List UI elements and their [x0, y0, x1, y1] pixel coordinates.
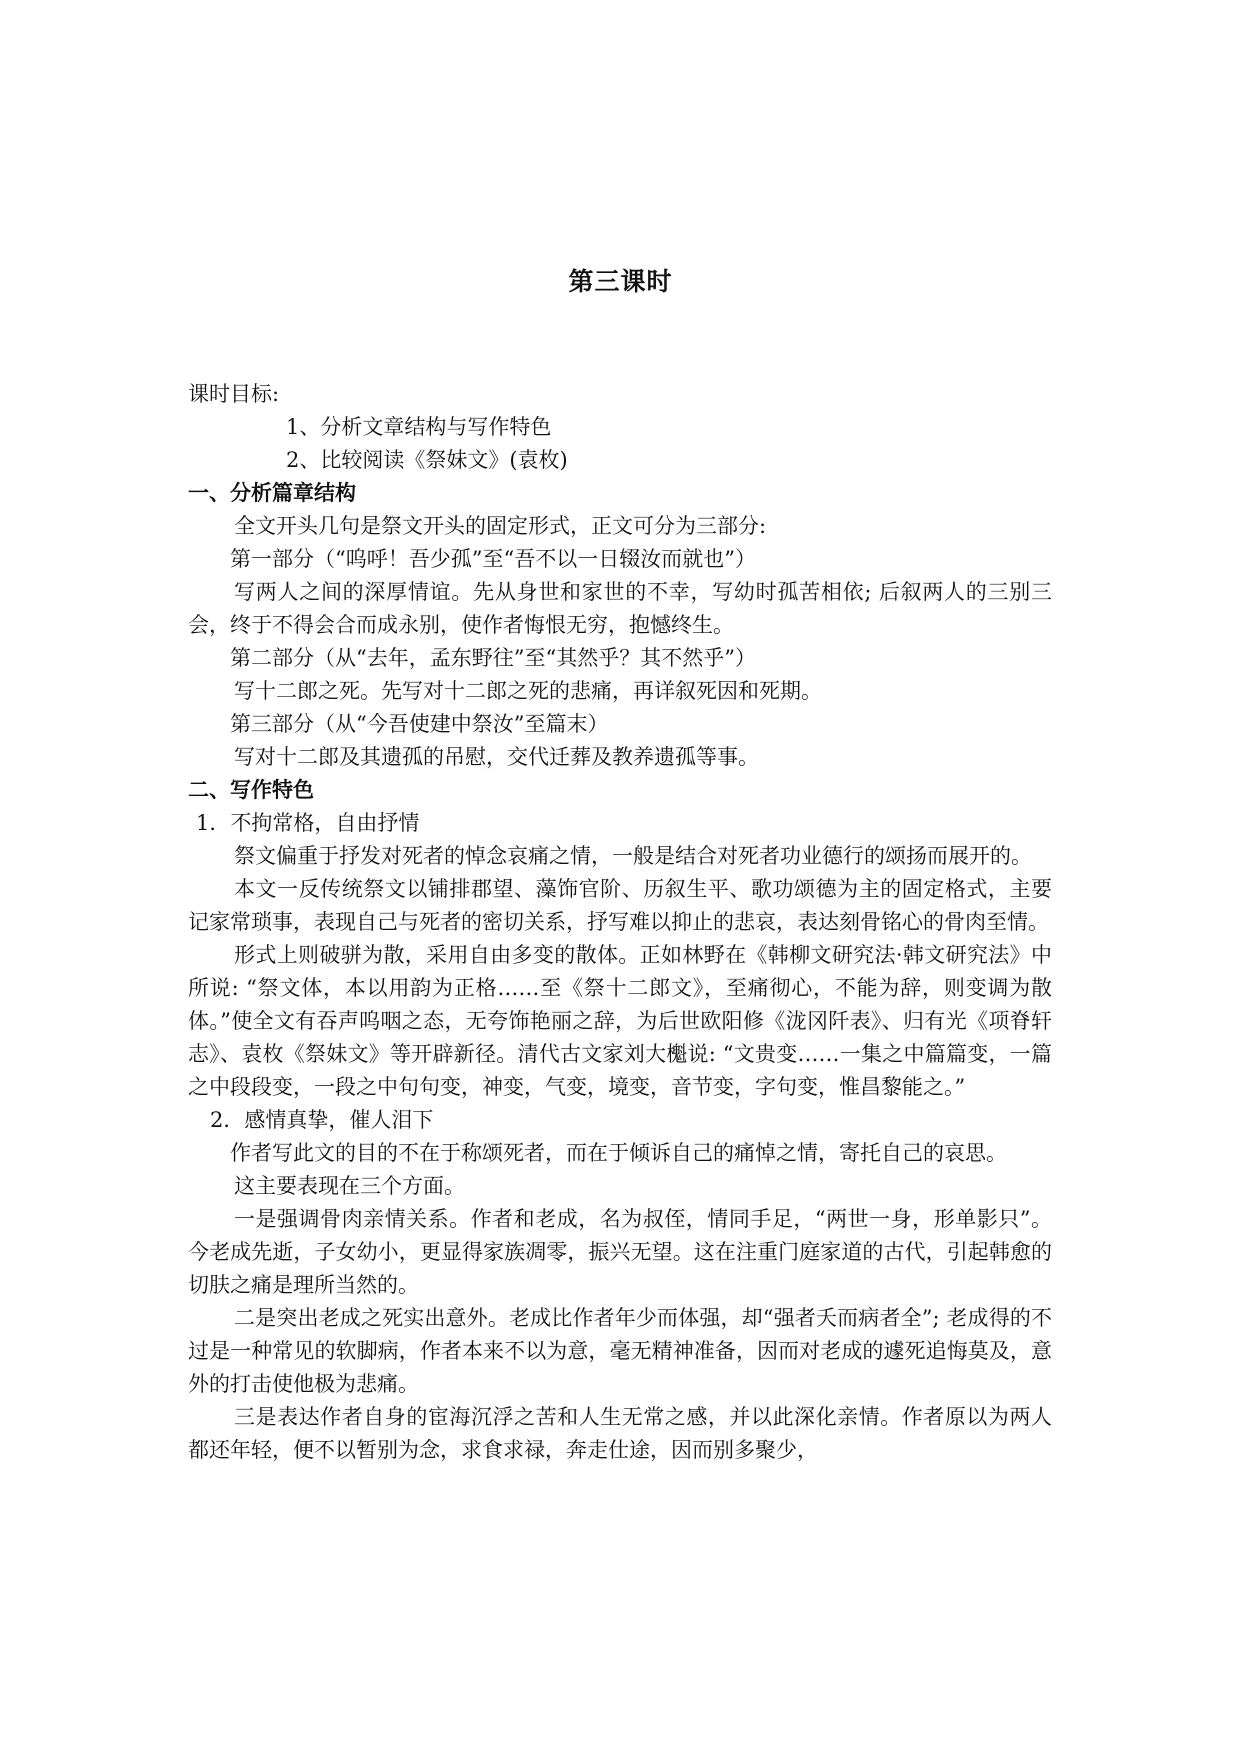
feature2-paragraph-5: 三是表达作者自身的宦海沉浮之苦和人生无常之感，并以此深化亲情。作者原以为两人都还年轻，便不以暂别为念，求食求禄，奔走仕途，因而别多聚少，	[188, 1405, 1052, 1462]
part1-text: 写两人之间的深厚情谊。先从身世和家世的不幸，写幼时孤苦相依; 后叙两人的三别三会，终于不得会合而成永别，使作者悔恨无穷，抱憾终生。	[188, 580, 1052, 637]
feature1-title: 1．不拘常格，自由抒情	[196, 811, 420, 835]
goal-item-1: 1、分析文章结构与写作特色	[286, 415, 552, 439]
goals-label: 课时目标:	[188, 382, 280, 406]
feature1-paragraph-3: 形式上则破骈为散，采用自由多变的散体。正如林野在《韩柳文研究法·韩文研究法》中所说: “祭文体，本以用韵为正格……至《祭十二郎文》，至痛彻心，不能为辞，则变调为散体。”使全文有吞声呜咽之态，无夸饰艳丽之辞，为后世欧阳修《泷冈阡表》、归有光《项脊轩志》、袁枚《祭妹文》等开辟新径。清代古文家刘大櫆说: “文贵变……一集之中篇篇变，一篇之中段段变，一段之中句句变，神变，气变，境变，音节变，字句变，惟昌黎能之。”	[188, 943, 1052, 1099]
structure-intro: 全文开头几句是祭文开头的固定形式，正文可分为三部分:	[234, 514, 767, 538]
section-heading-features: 二、写作特色	[188, 778, 314, 802]
part2-title: 第二部分（从“去年，孟东野往”至“其然乎？其不然乎”）	[230, 646, 756, 670]
feature1-paragraph-1: 祭文偏重于抒发对死者的悼念哀痛之情，一般是结合对死者功业德行的颂扬而展开的。	[234, 844, 1032, 868]
document-body	[188, 378, 1052, 1467]
feature1-paragraph-2: 本文一反传统祭文以铺排郡望、藻饰官阶、历叙生平、歌功颂德为主的固定格式，主要记家常琐事，表现自己与死者的密切关系，抒写难以抑止的悲哀，表达刻骨铭心的骨肉至情。	[188, 877, 1052, 934]
feature2-paragraph-4: 二是突出老成之死实出意外。老成比作者年少而体强，却“强者夭而病者全”; 老成得的不过是一种常见的软脚病，作者本来不以为意，毫无精神准备，因而对老成的遽死追悔莫及，意外的打击使他极为悲痛。	[188, 1306, 1052, 1396]
part3-title: 第三部分（从“今吾使建中祭汝”至篇末）	[230, 712, 609, 736]
feature2-title: 2．感情真挚，催人泪下	[210, 1108, 434, 1132]
feature2-paragraph-3: 一是强调骨肉亲情关系。作者和老成，名为叔侄，情同手足，“两世一身，形单影只”。今老成先逝，子女幼小，更显得家族凋零，振兴无望。这在注重门庭家道的古代，引起韩愈的切肤之痛是理所当然的。	[188, 1207, 1052, 1297]
page-title: 第三课时	[568, 267, 673, 296]
part2-text: 写十二郎之死。先写对十二郎之死的悲痛，再详叙死因和死期。	[234, 679, 822, 703]
part1-title: 第一部分（“呜呼！吾少孤”至“吾不以一日辍汝而就也”）	[230, 547, 756, 571]
part3-text: 写对十二郎及其遗孤的吊慰，交代迁葬及教养遗孤等事。	[234, 745, 759, 769]
feature2-paragraph-2: 这主要表现在三个方面。	[234, 1174, 465, 1198]
feature2-paragraph-1: 作者写此文的目的不在于称颂死者，而在于倾诉自己的痛悼之情，寄托自己的哀思。	[230, 1141, 1007, 1165]
section-heading-structure: 一、分析篇章结构	[188, 481, 356, 505]
goal-item-2: 2、比较阅读《祭妹文》(袁枚)	[286, 448, 568, 472]
